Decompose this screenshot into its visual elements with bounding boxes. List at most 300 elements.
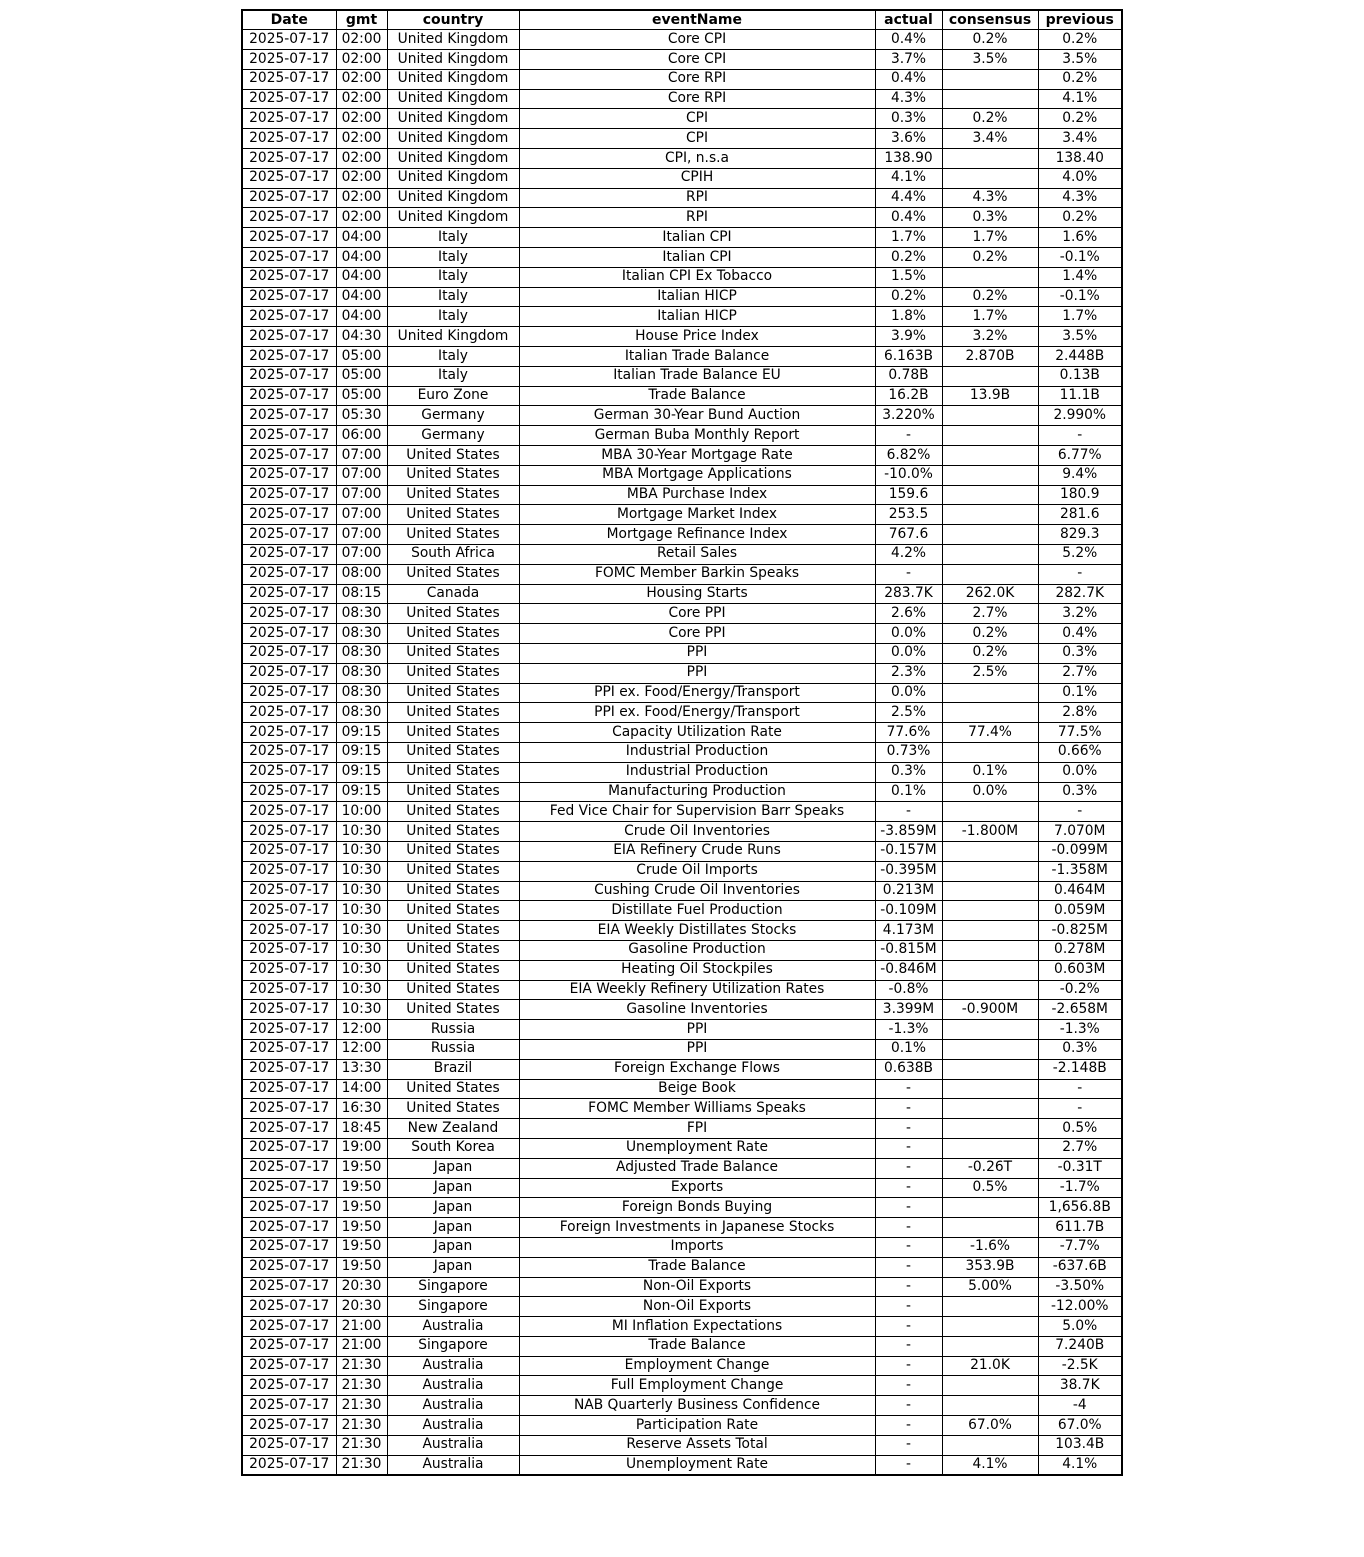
cell-date: 2025-07-17 [242, 1317, 336, 1337]
cell-country: United States [387, 683, 519, 703]
cell-actual: 0.0% [875, 683, 942, 703]
table-row [242, 465, 1122, 485]
cell-country: Russia [387, 1039, 519, 1059]
cell-actual: - [875, 1396, 942, 1416]
cell-country: United States [387, 446, 519, 466]
cell-actual: 6.82% [875, 446, 942, 466]
cell-country: Singapore [387, 1336, 519, 1356]
cell-previous: -1.358M [1038, 861, 1122, 881]
cell-date: 2025-07-17 [242, 1396, 336, 1416]
cell-gmt: 07:00 [336, 545, 387, 565]
cell-consensus [942, 1297, 1038, 1317]
cell-date: 2025-07-17 [242, 1297, 336, 1317]
table-row [242, 723, 1122, 743]
cell-date: 2025-07-17 [242, 940, 336, 960]
cell-country: Italy [387, 347, 519, 367]
cell-gmt: 04:00 [336, 248, 387, 268]
cell-event-name: Mortgage Refinance Index [519, 525, 875, 545]
cell-date: 2025-07-17 [242, 188, 336, 208]
cell-gmt: 12:00 [336, 1039, 387, 1059]
table-row [242, 762, 1122, 782]
cell-previous: 6.77% [1038, 446, 1122, 466]
cell-event-name: Unemployment Rate [519, 1455, 875, 1475]
cell-country: United States [387, 604, 519, 624]
cell-previous: 3.5% [1038, 50, 1122, 70]
economic-calendar-table [241, 9, 1123, 1476]
cell-event-name: PPI ex. Food/Energy/Transport [519, 703, 875, 723]
table-row [242, 1396, 1122, 1416]
cell-consensus [942, 841, 1038, 861]
cell-gmt: 19:50 [336, 1198, 387, 1218]
cell-actual: 0.213M [875, 881, 942, 901]
cell-date: 2025-07-17 [242, 703, 336, 723]
cell-date: 2025-07-17 [242, 1237, 336, 1257]
cell-gmt: 12:00 [336, 1020, 387, 1040]
cell-date: 2025-07-17 [242, 1138, 336, 1158]
cell-date: 2025-07-17 [242, 841, 336, 861]
cell-consensus [942, 802, 1038, 822]
cell-date: 2025-07-17 [242, 822, 336, 842]
cell-date: 2025-07-17 [242, 742, 336, 762]
table-row [242, 1356, 1122, 1376]
cell-actual: -10.0% [875, 465, 942, 485]
cell-actual: 3.9% [875, 327, 942, 347]
cell-country: South Korea [387, 1138, 519, 1158]
cell-consensus [942, 1376, 1038, 1396]
cell-previous: -2.658M [1038, 1000, 1122, 1020]
cell-actual: - [875, 1416, 942, 1436]
cell-country: United States [387, 881, 519, 901]
cell-country: United States [387, 782, 519, 802]
cell-consensus [942, 1138, 1038, 1158]
cell-date: 2025-07-17 [242, 921, 336, 941]
table-row [242, 1317, 1122, 1337]
cell-actual: - [875, 1317, 942, 1337]
cell-gmt: 21:30 [336, 1396, 387, 1416]
cell-country: Japan [387, 1178, 519, 1198]
cell-consensus [942, 564, 1038, 584]
cell-actual: 0.3% [875, 762, 942, 782]
cell-consensus [942, 168, 1038, 188]
cell-country: Canada [387, 584, 519, 604]
cell-gmt: 05:00 [336, 386, 387, 406]
cell-previous: 3.2% [1038, 604, 1122, 624]
cell-country: Japan [387, 1257, 519, 1277]
cell-actual: 0.0% [875, 624, 942, 644]
column-header-previous: previous [1038, 10, 1122, 30]
cell-previous: -1.3% [1038, 1020, 1122, 1040]
cell-previous: 2.448B [1038, 347, 1122, 367]
table-row [242, 564, 1122, 584]
table-row [242, 426, 1122, 446]
cell-country: New Zealand [387, 1119, 519, 1139]
column-header-event-name: eventName [519, 10, 875, 30]
cell-consensus [942, 89, 1038, 109]
cell-actual: 0.638B [875, 1059, 942, 1079]
cell-previous: 0.2% [1038, 208, 1122, 228]
cell-consensus [942, 149, 1038, 169]
cell-date: 2025-07-17 [242, 307, 336, 327]
cell-gmt: 05:30 [336, 406, 387, 426]
cell-consensus [942, 1317, 1038, 1337]
cell-event-name: Non-Oil Exports [519, 1297, 875, 1317]
cell-previous: - [1038, 1099, 1122, 1119]
cell-country: Italy [387, 366, 519, 386]
cell-country: Italy [387, 248, 519, 268]
cell-country: United States [387, 624, 519, 644]
cell-consensus [942, 1396, 1038, 1416]
cell-previous: 0.0% [1038, 762, 1122, 782]
table-row [242, 267, 1122, 287]
cell-actual: - [875, 1119, 942, 1139]
cell-event-name: Core CPI [519, 30, 875, 50]
cell-actual: - [875, 1435, 942, 1455]
cell-event-name: Italian CPI [519, 248, 875, 268]
cell-date: 2025-07-17 [242, 1257, 336, 1277]
cell-date: 2025-07-17 [242, 208, 336, 228]
cell-actual: 6.163B [875, 347, 942, 367]
cell-country: United States [387, 1000, 519, 1020]
cell-previous: 4.1% [1038, 1455, 1122, 1475]
table-row [242, 742, 1122, 762]
cell-consensus: 0.0% [942, 782, 1038, 802]
cell-actual: - [875, 1297, 942, 1317]
table-row [242, 663, 1122, 683]
cell-country: Germany [387, 406, 519, 426]
cell-previous: 0.3% [1038, 1039, 1122, 1059]
cell-previous: -7.7% [1038, 1237, 1122, 1257]
cell-event-name: Core RPI [519, 89, 875, 109]
cell-date: 2025-07-17 [242, 485, 336, 505]
cell-date: 2025-07-17 [242, 1020, 336, 1040]
cell-previous: -0.1% [1038, 287, 1122, 307]
cell-country: Japan [387, 1218, 519, 1238]
cell-gmt: 10:30 [336, 921, 387, 941]
table-row [242, 366, 1122, 386]
cell-event-name: Core PPI [519, 624, 875, 644]
cell-gmt: 21:30 [336, 1416, 387, 1436]
cell-actual: - [875, 1455, 942, 1475]
table-header [242, 10, 1122, 30]
cell-previous: 11.1B [1038, 386, 1122, 406]
table-row [242, 406, 1122, 426]
cell-date: 2025-07-17 [242, 1039, 336, 1059]
cell-gmt: 04:30 [336, 327, 387, 347]
cell-consensus: 5.00% [942, 1277, 1038, 1297]
cell-date: 2025-07-17 [242, 782, 336, 802]
cell-event-name: Crude Oil Inventories [519, 822, 875, 842]
table-row [242, 1455, 1122, 1475]
cell-event-name: Gasoline Production [519, 940, 875, 960]
cell-country: Russia [387, 1020, 519, 1040]
cell-consensus: 4.1% [942, 1455, 1038, 1475]
cell-country: Euro Zone [387, 386, 519, 406]
cell-consensus: 2.7% [942, 604, 1038, 624]
cell-country: United States [387, 644, 519, 664]
cell-gmt: 02:00 [336, 50, 387, 70]
cell-event-name: Trade Balance [519, 386, 875, 406]
cell-country: Australia [387, 1455, 519, 1475]
cell-gmt: 19:50 [336, 1218, 387, 1238]
cell-previous: 7.240B [1038, 1336, 1122, 1356]
cell-country: United States [387, 960, 519, 980]
table-row [242, 129, 1122, 149]
cell-country: United States [387, 663, 519, 683]
column-header-gmt: gmt [336, 10, 387, 30]
table-row [242, 1277, 1122, 1297]
cell-actual: - [875, 564, 942, 584]
cell-actual: 4.3% [875, 89, 942, 109]
cell-gmt: 10:30 [336, 881, 387, 901]
cell-consensus: 2.870B [942, 347, 1038, 367]
cell-date: 2025-07-17 [242, 89, 336, 109]
cell-consensus [942, 69, 1038, 89]
cell-previous: -1.7% [1038, 1178, 1122, 1198]
cell-country: Italy [387, 267, 519, 287]
cell-consensus: 1.7% [942, 307, 1038, 327]
cell-country: United States [387, 901, 519, 921]
cell-event-name: Foreign Bonds Buying [519, 1198, 875, 1218]
cell-event-name: CPI [519, 129, 875, 149]
cell-gmt: 02:00 [336, 208, 387, 228]
cell-gmt: 02:00 [336, 129, 387, 149]
cell-consensus [942, 861, 1038, 881]
cell-actual: -3.859M [875, 822, 942, 842]
cell-previous: 77.5% [1038, 723, 1122, 743]
cell-actual: -1.3% [875, 1020, 942, 1040]
table-header-row [242, 10, 1122, 30]
cell-gmt: 20:30 [336, 1297, 387, 1317]
cell-gmt: 10:30 [336, 901, 387, 921]
cell-previous: 7.070M [1038, 822, 1122, 842]
cell-event-name: Italian HICP [519, 287, 875, 307]
cell-event-name: Trade Balance [519, 1257, 875, 1277]
cell-event-name: Crude Oil Imports [519, 861, 875, 881]
table-row [242, 50, 1122, 70]
cell-consensus: 262.0K [942, 584, 1038, 604]
cell-actual: 1.5% [875, 267, 942, 287]
cell-date: 2025-07-17 [242, 287, 336, 307]
cell-consensus: 67.0% [942, 1416, 1038, 1436]
cell-country: Australia [387, 1435, 519, 1455]
cell-date: 2025-07-17 [242, 69, 336, 89]
table-row [242, 1158, 1122, 1178]
cell-gmt: 20:30 [336, 1277, 387, 1297]
cell-consensus: -0.26T [942, 1158, 1038, 1178]
cell-event-name: Non-Oil Exports [519, 1277, 875, 1297]
cell-date: 2025-07-17 [242, 980, 336, 1000]
cell-event-name: Italian HICP [519, 307, 875, 327]
table-row [242, 940, 1122, 960]
cell-event-name: German Buba Monthly Report [519, 426, 875, 446]
cell-actual: 159.6 [875, 485, 942, 505]
cell-event-name: EIA Weekly Refinery Utilization Rates [519, 980, 875, 1000]
table-row [242, 921, 1122, 941]
table-row [242, 1297, 1122, 1317]
cell-consensus [942, 505, 1038, 525]
cell-gmt: 10:30 [336, 940, 387, 960]
cell-actual: 3.399M [875, 1000, 942, 1020]
cell-event-name: PPI [519, 644, 875, 664]
cell-date: 2025-07-17 [242, 168, 336, 188]
cell-consensus: 2.5% [942, 663, 1038, 683]
cell-date: 2025-07-17 [242, 604, 336, 624]
cell-event-name: RPI [519, 208, 875, 228]
table-row [242, 386, 1122, 406]
table-row [242, 1138, 1122, 1158]
cell-actual: 4.4% [875, 188, 942, 208]
cell-gmt: 08:30 [336, 604, 387, 624]
table-row [242, 168, 1122, 188]
cell-previous: 0.1% [1038, 683, 1122, 703]
cell-actual: 253.5 [875, 505, 942, 525]
cell-consensus [942, 1020, 1038, 1040]
cell-previous: 5.2% [1038, 545, 1122, 565]
cell-consensus: -1.6% [942, 1237, 1038, 1257]
cell-actual: 1.8% [875, 307, 942, 327]
table-row [242, 624, 1122, 644]
cell-country: United Kingdom [387, 50, 519, 70]
cell-actual: 77.6% [875, 723, 942, 743]
table-row [242, 980, 1122, 1000]
cell-previous: -0.1% [1038, 248, 1122, 268]
cell-previous: 0.2% [1038, 109, 1122, 129]
cell-consensus [942, 366, 1038, 386]
cell-previous: 2.7% [1038, 1138, 1122, 1158]
cell-actual: -0.815M [875, 940, 942, 960]
cell-event-name: MBA Purchase Index [519, 485, 875, 505]
cell-date: 2025-07-17 [242, 1435, 336, 1455]
cell-consensus [942, 525, 1038, 545]
cell-actual: - [875, 1158, 942, 1178]
cell-previous: - [1038, 564, 1122, 584]
cell-date: 2025-07-17 [242, 881, 336, 901]
cell-previous: 1,656.8B [1038, 1198, 1122, 1218]
cell-consensus [942, 1059, 1038, 1079]
cell-consensus [942, 1218, 1038, 1238]
cell-event-name: Core PPI [519, 604, 875, 624]
cell-previous: 5.0% [1038, 1317, 1122, 1337]
cell-event-name: Exports [519, 1178, 875, 1198]
cell-date: 2025-07-17 [242, 1336, 336, 1356]
cell-gmt: 14:00 [336, 1079, 387, 1099]
cell-actual: - [875, 1138, 942, 1158]
cell-actual: -0.157M [875, 841, 942, 861]
cell-date: 2025-07-17 [242, 248, 336, 268]
cell-consensus [942, 742, 1038, 762]
cell-event-name: Manufacturing Production [519, 782, 875, 802]
cell-event-name: Core CPI [519, 50, 875, 70]
table-row [242, 703, 1122, 723]
cell-previous: 0.2% [1038, 30, 1122, 50]
cell-event-name: FOMC Member Barkin Speaks [519, 564, 875, 584]
cell-consensus [942, 940, 1038, 960]
cell-country: United States [387, 1099, 519, 1119]
cell-gmt: 05:00 [336, 366, 387, 386]
cell-consensus: 77.4% [942, 723, 1038, 743]
cell-actual: - [875, 1376, 942, 1396]
cell-gmt: 08:00 [336, 564, 387, 584]
cell-event-name: Industrial Production [519, 742, 875, 762]
cell-actual: -0.8% [875, 980, 942, 1000]
cell-previous: -0.099M [1038, 841, 1122, 861]
cell-consensus [942, 1198, 1038, 1218]
cell-date: 2025-07-17 [242, 1000, 336, 1020]
cell-country: United States [387, 505, 519, 525]
cell-event-name: Retail Sales [519, 545, 875, 565]
cell-previous: 3.5% [1038, 327, 1122, 347]
cell-consensus: 4.3% [942, 188, 1038, 208]
cell-previous: 4.1% [1038, 89, 1122, 109]
cell-event-name: CPI, n.s.a [519, 149, 875, 169]
cell-country: Brazil [387, 1059, 519, 1079]
cell-event-name: Heating Oil Stockpiles [519, 960, 875, 980]
cell-actual: 2.6% [875, 604, 942, 624]
cell-consensus [942, 465, 1038, 485]
cell-date: 2025-07-17 [242, 723, 336, 743]
cell-gmt: 02:00 [336, 149, 387, 169]
cell-previous: 2.7% [1038, 663, 1122, 683]
cell-gmt: 19:50 [336, 1158, 387, 1178]
cell-gmt: 08:30 [336, 703, 387, 723]
cell-gmt: 16:30 [336, 1099, 387, 1119]
cell-event-name: German 30-Year Bund Auction [519, 406, 875, 426]
cell-previous: -12.00% [1038, 1297, 1122, 1317]
cell-country: United States [387, 465, 519, 485]
cell-date: 2025-07-17 [242, 683, 336, 703]
cell-country: Australia [387, 1396, 519, 1416]
cell-event-name: Unemployment Rate [519, 1138, 875, 1158]
cell-gmt: 02:00 [336, 30, 387, 50]
cell-country: Australia [387, 1416, 519, 1436]
cell-event-name: Trade Balance [519, 1336, 875, 1356]
cell-date: 2025-07-17 [242, 347, 336, 367]
cell-gmt: 02:00 [336, 168, 387, 188]
cell-event-name: Italian CPI Ex Tobacco [519, 267, 875, 287]
cell-consensus: 1.7% [942, 228, 1038, 248]
cell-date: 2025-07-17 [242, 1376, 336, 1396]
cell-event-name: EIA Refinery Crude Runs [519, 841, 875, 861]
cell-country: United States [387, 742, 519, 762]
cell-actual: 3.6% [875, 129, 942, 149]
cell-country: United Kingdom [387, 69, 519, 89]
cell-consensus [942, 960, 1038, 980]
cell-previous: 1.4% [1038, 267, 1122, 287]
table-row [242, 248, 1122, 268]
cell-previous: 0.603M [1038, 960, 1122, 980]
cell-event-name: FPI [519, 1119, 875, 1139]
cell-event-name: Imports [519, 1237, 875, 1257]
cell-previous: 0.464M [1038, 881, 1122, 901]
cell-previous: 4.3% [1038, 188, 1122, 208]
cell-gmt: 02:00 [336, 109, 387, 129]
cell-previous: 282.7K [1038, 584, 1122, 604]
table-row [242, 1000, 1122, 1020]
cell-event-name: Full Employment Change [519, 1376, 875, 1396]
cell-previous: 180.9 [1038, 485, 1122, 505]
cell-actual: 1.7% [875, 228, 942, 248]
cell-date: 2025-07-17 [242, 386, 336, 406]
table-row [242, 545, 1122, 565]
cell-date: 2025-07-17 [242, 762, 336, 782]
cell-actual: - [875, 802, 942, 822]
cell-consensus: -0.900M [942, 1000, 1038, 1020]
cell-country: United States [387, 485, 519, 505]
cell-previous: 611.7B [1038, 1218, 1122, 1238]
cell-gmt: 21:00 [336, 1317, 387, 1337]
cell-event-name: Fed Vice Chair for Supervision Barr Speaks [519, 802, 875, 822]
cell-gmt: 08:15 [336, 584, 387, 604]
